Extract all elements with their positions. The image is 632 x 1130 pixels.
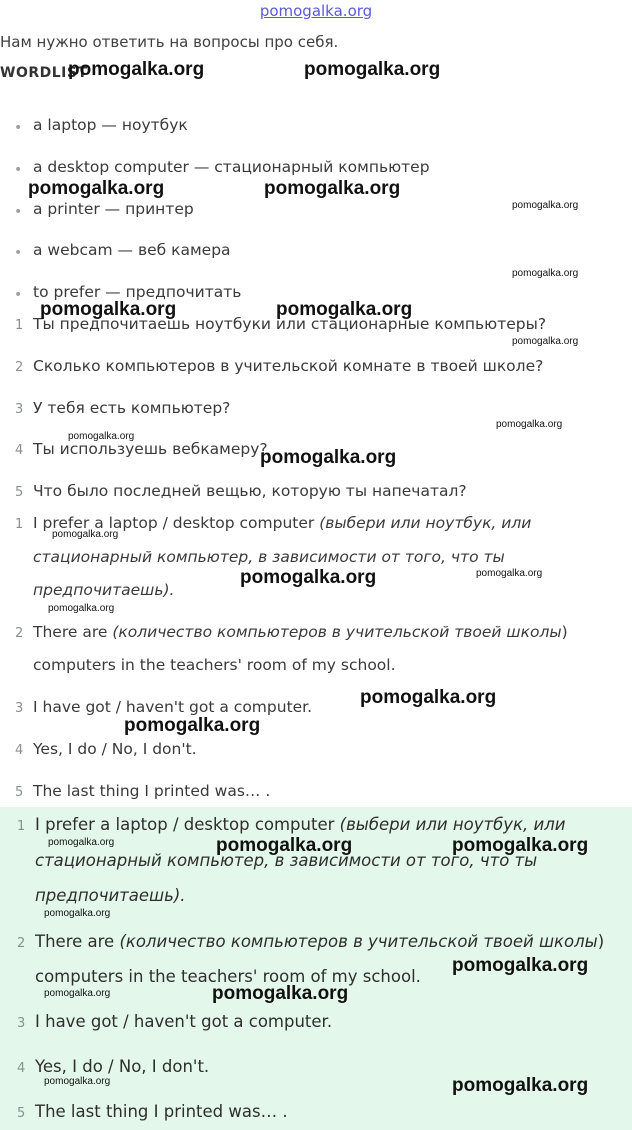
watermark: pomogalka.org (44, 908, 111, 919)
answer-2-line-1 (33, 623, 568, 641)
watermark: pomogalka.org (44, 988, 111, 999)
bullet-icon: • (14, 287, 23, 303)
question-item: Ты используешь вебкамеру? (33, 440, 268, 458)
watermark: pomogalka.org (476, 568, 543, 579)
watermark: pomogalka.org (240, 567, 377, 588)
watermark: pomogalka.org (28, 178, 165, 199)
wordlist-item: a desktop computer — стационарный компьютер (33, 158, 430, 176)
watermark: pomogalka.org (452, 1075, 589, 1096)
bullet-icon: • (14, 120, 23, 136)
wordlist-item: a printer — принтер (33, 200, 194, 218)
question-number: 1 (15, 318, 24, 333)
answer-number: 4 (17, 1061, 26, 1076)
watermark: pomogalka.org (512, 200, 579, 211)
wordlist-title: WORDLIST (0, 65, 88, 81)
answer-1-line-1 (35, 815, 565, 834)
answer-number: 1 (17, 819, 26, 834)
answer-2-close: ) (561, 623, 568, 641)
answer-2-text: There are (35, 932, 120, 951)
wordlist-item: a laptop — ноутбук (33, 116, 188, 134)
answer-2-line-1 (35, 932, 604, 951)
question-item: Что было последней вещью, которую ты напечатал? (33, 482, 467, 500)
answer-number: 4 (15, 743, 24, 758)
answer-2-line-2: computers in the teachers' room of my school. (35, 967, 421, 986)
watermark: pomogalka.org (48, 837, 115, 848)
watermark: pomogalka.org (44, 1076, 111, 1087)
wordlist-item: a webcam — веб камера (33, 241, 231, 259)
answer-5: The last thing I printed was… . (33, 782, 271, 800)
bullet-icon: • (14, 162, 23, 178)
watermark: pomogalka.org (264, 178, 401, 199)
watermark: pomogalka.org (452, 955, 589, 976)
answer-5: The last thing I printed was… . (35, 1102, 288, 1121)
answer-3: I have got / haven't got a computer. (35, 1012, 333, 1031)
watermark: pomogalka.org (512, 268, 579, 279)
bullet-icon: • (14, 204, 23, 220)
watermark: pomogalka.org (276, 299, 413, 320)
answer-number: 5 (17, 1106, 26, 1121)
answer-1-hint: (выбери или ноутбук, или (339, 815, 566, 834)
question-item: Сколько компьютеров в учительской комнате в твоей школе? (33, 357, 544, 375)
answer-2-hint: (количество компьютеров в учительской твоей школы (112, 623, 562, 641)
watermark: pomogalka.org (496, 419, 563, 430)
watermark: pomogalka.org (52, 529, 119, 540)
question-item: Ты предпочитаешь ноутбуки или стационарные компьютеры? (33, 315, 547, 333)
watermark: pomogalka.org (304, 59, 441, 80)
answer-number: 2 (15, 626, 24, 641)
watermark: pomogalka.org (40, 299, 177, 320)
watermark: pomogalka.org (360, 687, 497, 708)
answer-2-close: ) (597, 932, 605, 951)
answer-number: 1 (15, 517, 24, 532)
site-header[interactable]: pomogalka.org (259, 2, 373, 20)
answer-number: 5 (15, 785, 24, 800)
question-number: 4 (15, 443, 24, 458)
watermark: pomogalka.org (452, 835, 589, 856)
answer-2-line-2: computers in the teachers' room of my school. (33, 656, 396, 674)
watermark: pomogalka.org (512, 336, 579, 347)
answer-1-line-2: стационарный компьютер, в зависимости от того, что ты (35, 851, 538, 870)
watermark: pomogalka.org (212, 983, 349, 1004)
answer-4: Yes, I do / No, I don't. (33, 740, 197, 758)
watermark: pomogalka.org (216, 835, 353, 856)
answer-number: 2 (17, 936, 26, 951)
question-number: 5 (15, 485, 24, 500)
answer-1-text: I prefer a laptop / desktop computer (33, 514, 320, 532)
watermark: pomogalka.org (124, 715, 261, 736)
intro-text: Нам нужно ответить на вопросы про себя. (0, 33, 339, 51)
answer-number: 3 (15, 701, 24, 716)
answer-1-line-2: стационарный компьютер, в зависимости от того, что ты (33, 548, 505, 566)
question-item: У тебя есть компьютер? (33, 399, 231, 417)
watermark: pomogalka.org (68, 59, 205, 80)
answer-1-line-3: предпочитаешь). (35, 886, 186, 905)
answer-1-text: I prefer a laptop / desktop computer (35, 815, 340, 834)
answer-3: I have got / haven't got a computer. (33, 698, 313, 716)
watermark: pomogalka.org (48, 603, 115, 614)
question-number: 3 (15, 402, 24, 417)
wordlist-item: to prefer — предпочитать (33, 283, 242, 301)
answer-1-line-3: предпочитаешь). (33, 581, 175, 599)
answer-number: 3 (17, 1016, 26, 1031)
answer-2-text: There are (33, 623, 113, 641)
bullet-icon: • (14, 245, 23, 261)
question-number: 2 (15, 360, 24, 375)
answer-4: Yes, I do / No, I don't. (35, 1057, 210, 1076)
answer-2-hint: (количество компьютеров в учительской твоей школы (119, 932, 598, 951)
answer-1-hint: (выбери или ноутбук, или (319, 514, 532, 532)
watermark: pomogalka.org (260, 447, 397, 468)
watermark: pomogalka.org (68, 431, 135, 442)
